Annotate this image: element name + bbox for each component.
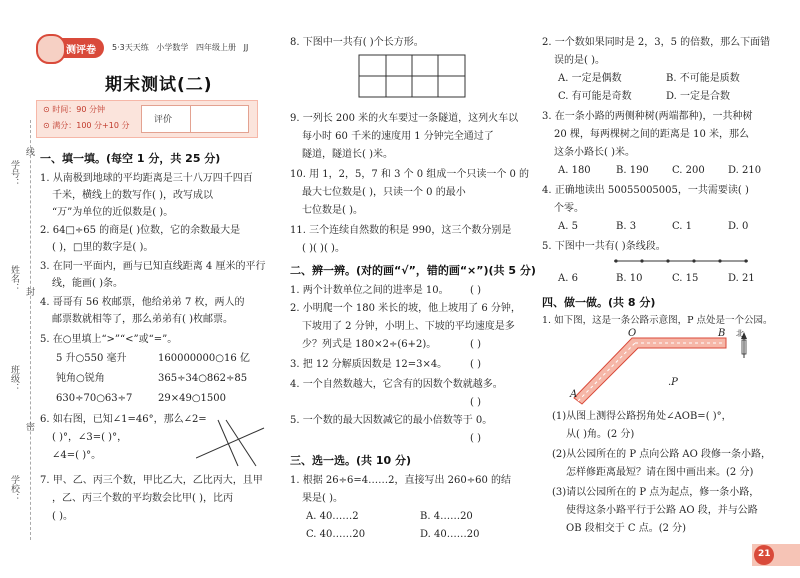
s1b-line-2: 每小时 60 千米的速度用 1 分钟完全通过了 [302, 131, 494, 142]
s1-line-7: 4. 哥哥有 56 枚邮票，他给弟弟 7 枚，两人的 [40, 297, 245, 308]
score-label: ⊙ 满分：100 分+10 分 [43, 121, 130, 130]
s4-task-5: 使得这条小路平行于公路 AO 段，并与公路 [566, 505, 758, 516]
r-q2-opt-b: B. 不可能是质数 [666, 73, 740, 84]
s1-line-1: 千米，横线上的数写作( )，改写成以 [52, 190, 213, 201]
s1b-line-8: ( )( )( )。 [302, 243, 345, 254]
r-q2-opt-d: D. 一定是合数 [666, 91, 731, 102]
label-xuehao: 学号： [9, 160, 19, 187]
page-number: 21 [758, 549, 771, 559]
s1-line-9: 5. 在○里填上“>”“<”或“=”。 [40, 334, 178, 345]
s2-line-2: 下坡用了 2 分钟，小明上、下坡的平均速度是多 [302, 321, 515, 332]
r-q5-line: 5. 下图中一共有( )条线段。 [542, 241, 666, 252]
r-q4-line-0: 4. 正确地读出 50055005005，一共需要读( ) [542, 185, 749, 196]
s3-opt-a: A. 40……2 [306, 511, 359, 522]
s2-line-1: 2. 小明爬一个 180 米长的坡，他上坡用了 6 分钟， [290, 303, 521, 314]
road-label-a: A [570, 389, 578, 400]
page-number-circle [754, 545, 774, 565]
s1b-line-5: 最大七位数是( )，只读一个 0 的最小 [302, 187, 466, 198]
s1-line-12: ∠4=( )°。 [52, 450, 102, 461]
road-label-north: 北 [736, 329, 744, 338]
r-q3-line-0: 3. 在一条小路的两侧种树(两端都种)，一共种树 [542, 111, 753, 122]
s1b-line-1: 9. 一列长 200 米的火车要过一条隧道，这列火车以 [290, 113, 519, 124]
s2-line-4: 3. 把 12 分解质因数是 12=3×4。 [290, 359, 448, 370]
s4-task-1: 从( )角。(2 分) [566, 429, 635, 440]
s2-paren-3: ( ) [470, 397, 481, 408]
s1-line-5: 3. 在同一平面内，画与已知直线距离 4 厘米的平行 [40, 261, 266, 272]
r-q3-line-2: 这条小路长( )米。 [554, 147, 635, 158]
r-q2-line-0: 2. 一个数如果同时是 2，3，5 的倍数，那么下面错 [542, 37, 771, 48]
s2-paren-2: ( ) [470, 359, 481, 370]
r-q5-opt-b: B. 10 [616, 273, 643, 284]
label-xingming: 姓名： [9, 265, 19, 292]
rating-box [141, 105, 249, 133]
time-label: ⊙ 时间：90 分钟 [43, 105, 105, 114]
section2-title: 二、辨一辨。(对的画“√”，错的画“×”)(共 5 分) [290, 264, 536, 277]
r-q3-opt-b: B. 190 [616, 165, 649, 176]
s3-q1-line-1: 果是( )。 [302, 493, 343, 504]
info-box [36, 100, 258, 138]
s3-q1-line-0: 1. 根据 26÷6=4……2，直接写出 260÷60 的结 [290, 475, 512, 486]
r-q3-opt-c: C. 200 [672, 165, 705, 176]
r-q5-opt-a: A. 6 [558, 273, 578, 284]
s3-opt-c: C. 40……20 [306, 529, 366, 540]
r-q3-opt-d: D. 210 [728, 165, 762, 176]
s2-paren-1: ( ) [470, 339, 481, 350]
r-q5-opt-d: D. 21 [728, 273, 755, 284]
page-title: 期末测试(二) [105, 75, 213, 95]
section3-title: 三、选一选。(共 10 分) [290, 454, 412, 467]
compare-2-1: 29×49○1500 [158, 393, 227, 404]
badge-text: 测评卷 [66, 45, 96, 56]
s1-line-0: 1. 从南极到地球的平均距离是三十八万四千四百 [40, 173, 253, 184]
section1-title: 一、填一填。(每空 1 分，共 25 分) [40, 152, 221, 165]
header-meta [112, 42, 248, 53]
rectangle-figure [358, 54, 468, 100]
s2-paren-0: ( ) [470, 285, 481, 296]
s1-line-4: ( )，□里的数字是( )。 [52, 242, 154, 253]
compare-0-1: 160000000○16 亿 [158, 353, 250, 364]
s1-line-15: ( )。 [52, 511, 73, 522]
r-q5-opt-c: C. 15 [672, 273, 699, 284]
s1b-line-0: 8. 下图中一共有( )个长方形。 [290, 37, 424, 48]
r-q2-line-1: 误的是( )。 [554, 55, 605, 66]
road-label-p: .P [668, 377, 678, 388]
s2-line-3: 少？列式是 180×2÷(6+2)。 [302, 339, 437, 350]
s1b-line-3: 隧道，隧道长( )米。 [302, 149, 393, 160]
section4-title: 四、做一做。(共 8 分) [542, 296, 656, 309]
badge-avatar [36, 34, 66, 64]
r-q4-opt-d: D. 0 [728, 221, 749, 232]
s4-task-4: (3)请以公园所在的 P 点为起点，修一条小路， [552, 487, 760, 498]
s4-task-2: (2)从公园所在的 P 点向公路 AO 段修一条小路， [552, 449, 772, 460]
compare-2-0: 630÷70○63÷7 [56, 393, 133, 404]
s1-line-3: 2. 64□÷65 的商是( )位数，它的余数最大是 [40, 225, 241, 236]
label-feng: 封 [26, 288, 36, 298]
r-q3-opt-a: A. 180 [558, 165, 591, 176]
s1-line-14: ，乙、丙三个数的平均数会比甲( )，比丙 [52, 493, 233, 504]
label-xian: 线 [26, 148, 36, 158]
s4-task-3: 怎样修距离最短？请在图中画出来。(2 分) [566, 467, 754, 478]
s4-task-0: (1)从图上测得公路拐角处∠AOB=( )°， [552, 411, 732, 422]
s1-line-6: 线，能画( )条。 [52, 278, 123, 289]
s1-line-11: ( )°，∠3=( )°， [52, 432, 128, 443]
angle-figure [196, 418, 266, 468]
s2-line-5: 4. 一个自然数越大，它含有的因数个数就越多。 [290, 379, 503, 390]
r-q4-opt-a: A. 5 [558, 221, 578, 232]
label-xuexiao: 学校： [9, 475, 19, 502]
page-number-tab [752, 544, 800, 566]
subject: 小学数学 [156, 43, 189, 52]
road-label-b: B [718, 328, 726, 339]
label-mi: 密 [26, 423, 36, 433]
s3-opt-d: D. 40……20 [420, 529, 480, 540]
header-badge [40, 38, 104, 58]
s1-line-2: “万”为单位的近似数是( )。 [52, 207, 174, 218]
compare-1-1: 365÷34○862÷85 [158, 373, 248, 384]
r-q4-opt-c: C. 1 [672, 221, 693, 232]
s1-line-13: 7. 甲、乙、丙三个数，甲比乙大，乙比丙大，且甲 [40, 475, 263, 486]
s1-line-8: 邮票数就相等了，那么弟弟有( )枚邮票。 [52, 314, 233, 325]
s2-line-6: 5. 一个数的最大因数减它的最小倍数等于 0。 [290, 415, 493, 426]
s1-line-10: 6. 如右图，已知∠1=46°，那么∠2= [40, 414, 207, 425]
s1b-line-7: 11. 三个连续自然数的积是 990，这三个数分别是 [290, 225, 512, 236]
compare-1-0: 钝角○锐角 [56, 373, 105, 384]
s2-paren-4: ( ) [470, 433, 481, 444]
compare-0-0: 5 升○550 毫升 [56, 353, 127, 364]
edition: JJ [243, 43, 249, 52]
r-q2-opt-c: C. 有可能是奇数 [558, 91, 632, 102]
r-q4-line-1: 个零。 [554, 203, 584, 214]
series: 5·3天天练 [112, 43, 149, 52]
road-label-o: O [628, 328, 637, 339]
grade: 四年级上册 [196, 43, 237, 52]
rating-label: 评价 [154, 115, 173, 125]
s4-intro: 1. 如下图，这是一条公路示意图，P 点处是一个公园。 [542, 315, 773, 326]
r-q4-opt-b: B. 3 [616, 221, 637, 232]
s4-task-6: OB 段相交于 C 点。(2 分) [566, 523, 687, 534]
segment-figure [612, 254, 752, 268]
binding-line [30, 120, 31, 540]
label-banji: 班级： [9, 365, 19, 392]
s2-line-0: 1. 两个计数单位之间的进率是 10。 [290, 285, 449, 296]
s3-opt-b: B. 4……20 [420, 511, 473, 522]
s1b-line-6: 七位数是( )。 [302, 205, 363, 216]
r-q2-opt-a: A. 一定是偶数 [558, 73, 622, 84]
r-q3-line-1: 20 棵，每两棵树之间的距离是 10 米，那么 [554, 129, 749, 140]
s1b-line-4: 10. 用 1，2，5，7 和 3 个 0 组成一个只读一个 0 的 [290, 169, 530, 180]
